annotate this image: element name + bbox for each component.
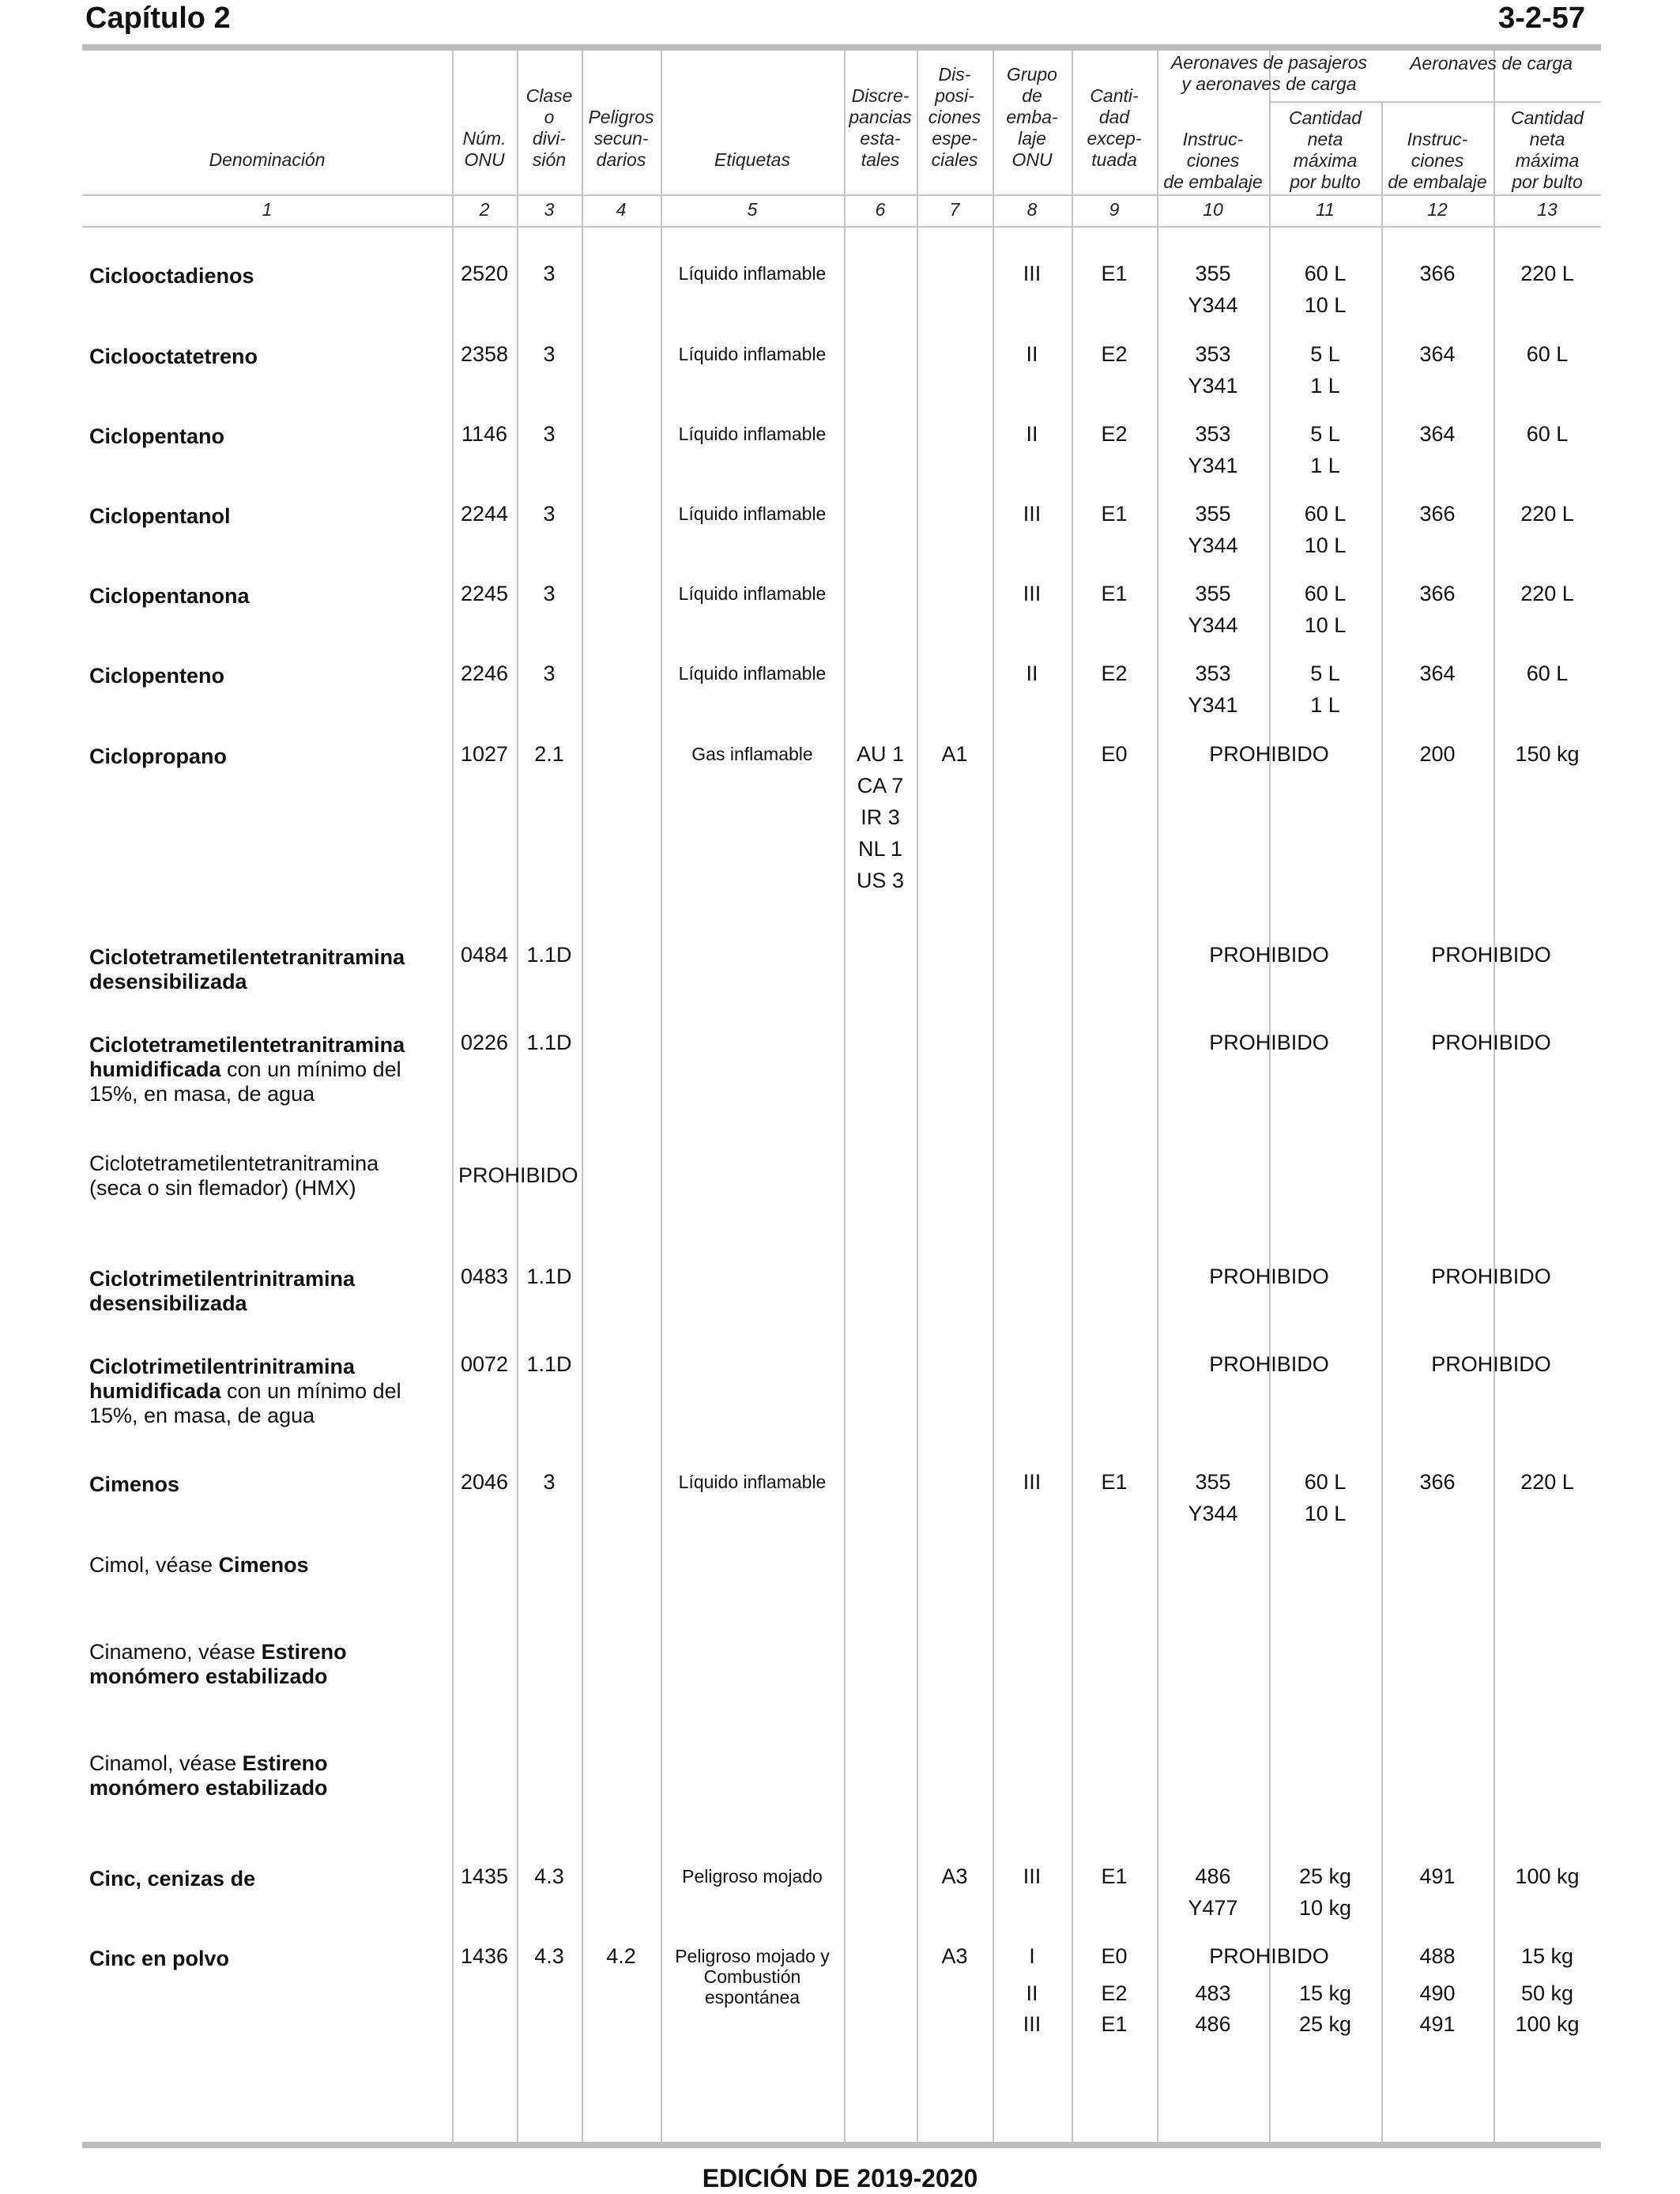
header-carga-cantidad: Cantidad neta máxima por bulto xyxy=(1510,107,1584,192)
substance-name-bold: Ciclopentanol xyxy=(89,504,231,528)
cargo-packing-instruction: 366 xyxy=(1419,502,1456,526)
cargo-packing-instruction: 364 xyxy=(1419,662,1456,685)
cargo-forbidden: PROHIBIDO xyxy=(1431,1352,1551,1376)
column-number: 7 xyxy=(949,199,960,220)
passenger-packing-instruction: 355 Y344 xyxy=(1188,1470,1238,1525)
bottom-rule xyxy=(82,2142,1601,2148)
cargo-max-quantity: 220 L xyxy=(1520,582,1574,605)
column-number: 12 xyxy=(1427,199,1448,220)
cargo-packing-instruction: 366 xyxy=(1419,582,1456,605)
header-grupo-embalaje: Grupo de emba- laje ONU xyxy=(1006,64,1058,170)
passenger-forbidden: PROHIBIDO xyxy=(1209,1352,1329,1376)
passenger-packing-instruction: 486 xyxy=(1195,2012,1231,2036)
column-number: 13 xyxy=(1537,199,1558,220)
class-division: 3 xyxy=(543,502,556,526)
excepted-quantity: E0 xyxy=(1101,742,1128,766)
substance-name-bold: Ciclopentano xyxy=(89,424,225,448)
cargo-max-quantity: 220 L xyxy=(1520,262,1574,285)
column-number: 1 xyxy=(262,199,273,220)
un-number: 2358 xyxy=(460,342,509,366)
substance-name-bold: Ciclotetrametilentetranitramina humidificada xyxy=(89,1033,405,1081)
packing-group: III xyxy=(1023,1470,1042,1494)
class-division: 3 xyxy=(543,422,556,446)
passenger-max-quantity: 60 L 10 L xyxy=(1304,262,1347,317)
class-division: 1.1D xyxy=(526,1265,572,1288)
passenger-max-quantity: 25 kg 10 kg xyxy=(1298,1864,1352,1920)
hazard-label: Líquido inflamable xyxy=(678,424,827,444)
cargo-packing-instruction: 491 xyxy=(1419,1864,1456,1888)
header-clase-division: Clase o divi- sión xyxy=(525,85,573,170)
substance-name: Ciclotrimetilentrinitramina humidificada con un mínimo del 15%, en masa, de agua xyxy=(89,1355,401,1427)
passenger-packing-instruction: 483 xyxy=(1195,1981,1231,2005)
header-carga-instrucciones: Instruc- ciones de embalaje xyxy=(1388,129,1487,192)
un-number: 0484 xyxy=(460,943,509,967)
excepted-quantity: E1 xyxy=(1101,2012,1128,2036)
column-number: 9 xyxy=(1109,199,1120,220)
cargo-packing-instruction: 491 xyxy=(1419,2012,1456,2036)
substance-name-bold: Ciclooctadienos xyxy=(89,264,254,288)
substance-name xyxy=(89,664,437,688)
packing-group: III xyxy=(1023,582,1042,605)
substance-name-bold: Ciclopropano xyxy=(89,745,227,768)
substance-name: Ciclotetrametilentetranitramina humidificada con un mínimo del 15%, en masa, de agua xyxy=(89,1033,405,1106)
substance-name: Cinamol, véase Estireno monómero estabilizado xyxy=(89,1751,328,1800)
substance-name-bold: Cinc, cenizas de xyxy=(89,1867,256,1891)
column-number: 5 xyxy=(747,199,758,220)
cargo-max-quantity: 60 L xyxy=(1526,662,1569,685)
class-division: 3 xyxy=(543,1470,556,1494)
hazard-label: Líquido inflamable xyxy=(678,263,827,284)
page-number: 3-2-57 xyxy=(1498,2,1585,35)
substance-name-bold: Ciclopentanona xyxy=(89,584,250,608)
cargo-packing-instruction: 490 xyxy=(1419,1981,1456,2005)
packing-group: III xyxy=(1023,1864,1042,1888)
substance-name xyxy=(89,345,437,369)
un-number: 2244 xyxy=(460,502,509,526)
passenger-packing-instruction: 355 Y344 xyxy=(1188,262,1238,317)
excepted-quantity: E2 xyxy=(1101,662,1128,685)
passenger-max-quantity: 25 kg xyxy=(1298,2012,1352,2036)
top-rule xyxy=(82,44,1601,51)
packing-group: I xyxy=(1029,1944,1035,1968)
excepted-quantity: E1 xyxy=(1101,502,1128,526)
cargo-max-quantity: 220 L xyxy=(1520,502,1574,526)
column-number: 10 xyxy=(1203,199,1223,220)
substance-name: Cimol, véase Cimenos xyxy=(89,1553,309,1577)
substance-name: Ciclotetrametilentetranitramina (seca o sin flemador) (HMX) xyxy=(89,1152,379,1200)
excepted-quantity: E0 xyxy=(1101,1944,1128,1968)
cargo-max-quantity: 60 L xyxy=(1526,342,1569,366)
header-discrepancias-estatales: Discre- pancias esta- tales xyxy=(849,85,912,170)
excepted-quantity: E2 xyxy=(1101,1981,1128,2005)
class-division: 3 xyxy=(543,662,556,685)
hazard-label: Líquido inflamable xyxy=(678,344,827,364)
hazard-label: Líquido inflamable xyxy=(678,583,827,604)
cargo-packing-instruction: 364 xyxy=(1419,342,1456,366)
header-etiquetas: Etiquetas xyxy=(714,149,790,170)
header-cantidad-exceptuada: Canti- dad excep- tuada xyxy=(1087,85,1142,170)
header-denominacion: Denominación xyxy=(209,149,326,170)
packing-group: II xyxy=(1026,662,1038,685)
cargo-packing-instruction: 366 xyxy=(1419,262,1456,285)
un-number: 1436 xyxy=(460,1944,509,1968)
class-division: 1.1D xyxy=(526,1352,572,1376)
hazard-label: Peligroso mojado xyxy=(682,1866,823,1887)
hazard-label: Gas inflamable xyxy=(691,744,813,764)
hazard-label: Líquido inflamable xyxy=(678,663,827,684)
group-header-rule xyxy=(1269,101,1601,103)
passenger-packing-instruction: 353 Y341 xyxy=(1188,342,1238,398)
special-provisions: A3 xyxy=(941,1864,968,1888)
un-number: 2046 xyxy=(460,1470,509,1494)
substance-name-bold: Cimenos xyxy=(89,1472,180,1496)
cargo-max-quantity: 220 L xyxy=(1520,1470,1574,1494)
passenger-forbidden: PROHIBIDO xyxy=(1209,943,1329,967)
cargo-max-quantity: 150 kg xyxy=(1515,742,1580,766)
col-number-rule xyxy=(82,226,1601,228)
substance-name xyxy=(89,584,437,609)
passenger-max-quantity: 60 L 10 L xyxy=(1304,502,1347,557)
special-provisions: A3 xyxy=(941,1944,968,1968)
substance-name-bold: Ciclotrimetilentrinitramina desensibilizada xyxy=(89,1267,356,1315)
cargo-forbidden: PROHIBIDO xyxy=(1431,943,1551,967)
hazard-label: Líquido inflamable xyxy=(678,503,827,524)
passenger-max-quantity: 15 kg xyxy=(1298,1981,1352,2005)
un-number: 2520 xyxy=(460,262,509,285)
cargo-forbidden: PROHIBIDO xyxy=(1431,1031,1551,1054)
edition-footer: EDICIÓN DE 2019-2020 xyxy=(702,2164,978,2192)
column-divider xyxy=(844,51,846,2142)
excepted-quantity: E1 xyxy=(1101,582,1128,605)
substance-name xyxy=(89,1472,437,1497)
passenger-max-quantity: 60 L 10 L xyxy=(1304,1470,1347,1525)
column-divider xyxy=(917,51,918,2142)
cargo-packing-instruction: 364 xyxy=(1419,422,1456,446)
class-division: 3 xyxy=(543,582,556,605)
excepted-quantity: E2 xyxy=(1101,422,1128,446)
passenger-packing-instruction: 355 Y344 xyxy=(1188,582,1238,637)
substance-name-bold: Ciclooctatetreno xyxy=(89,345,258,368)
column-number: 6 xyxy=(875,199,886,220)
substance-name xyxy=(89,945,437,994)
excepted-quantity: E1 xyxy=(1101,1470,1128,1494)
substance-name-bold: Ciclotrimetilentrinitramina humidificada xyxy=(89,1355,356,1403)
header-pasajeros-cantidad: Cantidad neta máxima por bulto xyxy=(1288,107,1362,192)
cargo-max-quantity: 15 kg xyxy=(1520,1944,1574,1968)
un-number: 0483 xyxy=(460,1265,509,1288)
cargo-max-quantity: 100 kg xyxy=(1515,1864,1580,1888)
class-division: 1.1D xyxy=(526,943,572,967)
cargo-forbidden: PROHIBIDO xyxy=(1431,1265,1551,1288)
header-carga-group: Aeronaves de carga xyxy=(1410,53,1573,74)
substance-name xyxy=(89,1267,437,1316)
substance-name xyxy=(89,1867,437,1891)
cargo-packing-instruction: 200 xyxy=(1419,742,1456,766)
passenger-forbidden: PROHIBIDO xyxy=(1209,1265,1329,1288)
substance-name xyxy=(89,424,437,449)
cross-reference-target: Estireno monómero estabilizado xyxy=(89,1751,328,1800)
excepted-quantity: E1 xyxy=(1101,1864,1128,1888)
chapter-title: Capítulo 2 xyxy=(85,2,231,35)
un-number: 1146 xyxy=(461,422,508,446)
substance-name-bold: Ciclotetrametilentetranitramina desensibilizada xyxy=(89,945,405,993)
cargo-max-quantity: 50 kg xyxy=(1520,1981,1574,2005)
column-number: 2 xyxy=(479,199,490,220)
passenger-forbidden: PROHIBIDO xyxy=(1209,1031,1329,1054)
passenger-packing-instruction: 353 Y341 xyxy=(1188,662,1238,717)
header-rule xyxy=(82,194,1601,196)
packing-group: II xyxy=(1026,422,1038,446)
class-division: 3 xyxy=(543,262,556,285)
substance-name xyxy=(89,745,437,769)
excepted-quantity: E2 xyxy=(1101,342,1128,366)
excepted-quantity: E1 xyxy=(1101,262,1128,285)
cargo-max-quantity: 100 kg xyxy=(1515,2012,1580,2036)
column-divider xyxy=(582,51,583,2142)
column-number: 11 xyxy=(1316,199,1335,220)
un-number: 0072 xyxy=(460,1352,509,1376)
class-division: 4.3 xyxy=(534,1864,564,1888)
un-number: 1435 xyxy=(460,1864,509,1888)
column-divider xyxy=(1381,103,1383,2142)
un-number: 2245 xyxy=(460,582,509,605)
cargo-packing-instruction: 488 xyxy=(1419,1944,1456,1968)
special-provisions: A1 xyxy=(941,742,968,766)
hazard-label: Peligroso mojado y Combustión espontánea xyxy=(675,1946,830,2007)
packing-group: III xyxy=(1023,262,1042,285)
substance-name-bold: Cinc en polvo xyxy=(89,1947,230,1970)
substance-name xyxy=(89,504,437,529)
passenger-packing-instruction: 486 Y477 xyxy=(1188,1864,1238,1920)
passenger-forbidden: PROHIBIDO xyxy=(1209,742,1329,766)
substance-name: Cinameno, véase Estireno monómero estabilizado xyxy=(89,1640,347,1688)
column-number: 8 xyxy=(1026,199,1038,220)
un-number: 0226 xyxy=(460,1031,509,1054)
packing-group: II xyxy=(1026,1981,1038,2005)
substance-name xyxy=(89,264,437,288)
header-pasajeros-carga-group: Aeronaves de pasajeros y aeronaves de carga xyxy=(1170,52,1368,94)
class-division: 1.1D xyxy=(526,1031,572,1054)
packing-group: III xyxy=(1023,2012,1042,2036)
class-division: 4.3 xyxy=(534,1944,564,1968)
class-division: 2.1 xyxy=(534,742,564,766)
forbidden-note: PROHIBIDO xyxy=(458,1163,578,1187)
cross-reference-target: Cimenos xyxy=(218,1553,309,1577)
hazard-label: Líquido inflamable xyxy=(678,1472,827,1492)
passenger-forbidden: PROHIBIDO xyxy=(1209,1944,1329,1968)
cargo-max-quantity: 60 L xyxy=(1526,422,1569,446)
passenger-max-quantity: 5 L 1 L xyxy=(1310,422,1340,477)
header-pasajeros-instrucciones: Instruc- ciones de embalaje xyxy=(1163,129,1263,192)
cross-reference-target: Estireno monómero estabilizado xyxy=(89,1640,347,1688)
un-number: 2246 xyxy=(460,662,509,685)
header-num-onu: Núm. ONU xyxy=(462,128,507,170)
column-number: 3 xyxy=(544,199,555,220)
packing-group: II xyxy=(1026,342,1038,366)
passenger-max-quantity: 60 L 10 L xyxy=(1304,582,1347,637)
cargo-packing-instruction: 366 xyxy=(1419,1470,1456,1494)
substance-name-bold: Ciclopenteno xyxy=(89,664,225,688)
passenger-max-quantity: 5 L 1 L xyxy=(1310,342,1340,398)
packing-group: III xyxy=(1023,502,1042,526)
passenger-packing-instruction: 353 Y341 xyxy=(1188,422,1238,477)
state-variations: AU 1 CA 7 IR 3 NL 1 US 3 xyxy=(856,742,905,892)
substance-name xyxy=(89,1947,437,1971)
class-division: 3 xyxy=(543,342,556,366)
secondary-hazard: 4.2 xyxy=(606,1944,636,1968)
passenger-packing-instruction: 355 Y344 xyxy=(1188,502,1238,557)
passenger-max-quantity: 5 L 1 L xyxy=(1310,662,1340,717)
un-number: 1027 xyxy=(460,742,509,766)
header-peligros-secundarios: Peligros secun- darios xyxy=(588,107,654,170)
header-disposiciones-especiales: Dis- posi- ciones espe- ciales xyxy=(928,64,981,170)
column-number: 4 xyxy=(616,199,627,220)
